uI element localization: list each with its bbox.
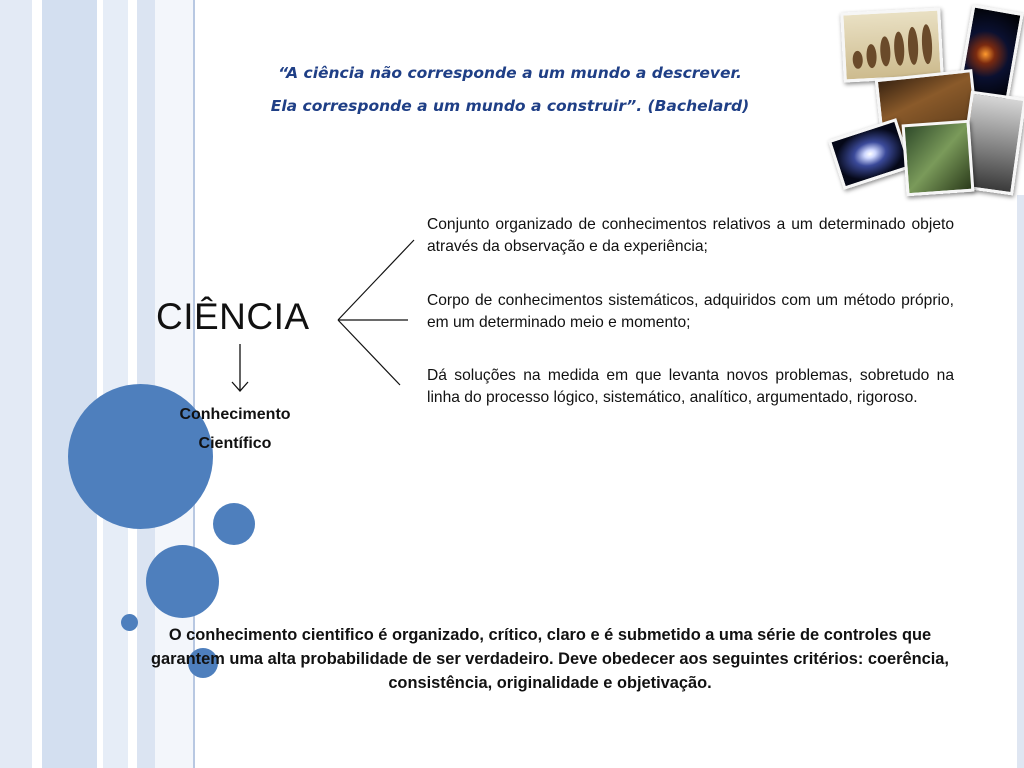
right-edge-stripe	[1017, 195, 1024, 768]
background-stripe	[42, 0, 97, 768]
background-stripe	[0, 0, 32, 768]
definition-3: Dá soluções na medida em que levanta novos problemas, sobretudo na linha do processo lógico, sistemático, analítico, argumentado, rigoroso.	[427, 367, 954, 406]
definition-2: Corpo de conhecimentos sistemáticos, adquiridos com um método próprio, em um determinado meio e momento;	[427, 292, 954, 331]
down-arrow-icon	[229, 342, 251, 394]
bottom-paragraph: O conhecimento cientifico é organizado, crítico, claro e é submetido a uma série de controles que garantem uma alta probabilidade de ser verdadeiro. Deve obedecer aos seguintes critérios: coerência, consistência, originalidade e objetivação.	[151, 626, 949, 692]
quote-line-1: “A ciência não corresponde a um mundo a descrever.	[278, 64, 742, 82]
page-title: CIÊNCIA	[156, 296, 310, 337]
subtitle-line-2: Científico	[198, 435, 272, 452]
evolution-image	[840, 7, 944, 82]
quote-line-2: Ela corresponde a um mundo a construir”. (Bachelard)	[270, 97, 750, 115]
decorative-circle-small	[213, 503, 255, 545]
background-stripe	[103, 0, 128, 768]
science-image-collage	[828, 2, 1024, 198]
tree-connector	[330, 230, 420, 390]
subtitle-line-1: Conhecimento	[179, 406, 291, 423]
decorative-circle-tiny	[121, 614, 138, 631]
background-stripe	[32, 0, 42, 768]
dinosaur-image	[902, 120, 975, 197]
evolution-figures-icon	[843, 11, 940, 80]
decorative-circle-medium	[146, 545, 219, 618]
galaxy-image	[828, 118, 913, 190]
definition-1: Conjunto organizado de conhecimentos relativos a um determinado objeto através da observação e da experiência;	[427, 216, 954, 255]
